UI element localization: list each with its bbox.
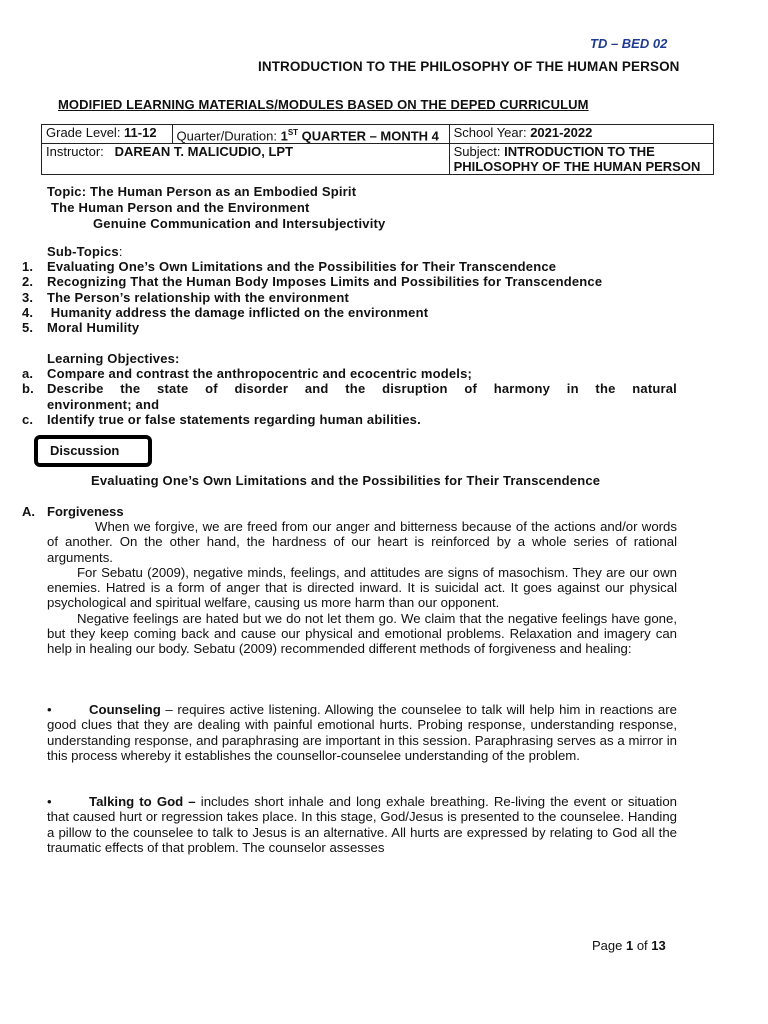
list-item	[22, 305, 682, 320]
method-term: Counseling	[89, 702, 161, 717]
instructor-label: Instructor:	[46, 144, 104, 160]
paragraph-3: Negative feelings are hated but we do not let them go. We claim that the negative feelings have gone, but they keep coming back and cause our physical and emotional problems. Relaxation and imagery can help in healing our body. Sebatu (2009) recommended different methods of forgiveness and healing:	[47, 610, 677, 657]
forgiveness-marker: A.	[22, 504, 35, 519]
list-marker: 5.	[22, 320, 34, 336]
objective-c	[22, 412, 677, 427]
objective-marker: b.	[22, 381, 34, 397]
subject-label: Subject:	[453, 144, 505, 160]
objective-b	[22, 381, 677, 396]
grade-level-cell	[42, 125, 173, 144]
forgiveness-title: Forgiveness	[47, 504, 124, 519]
method-term: Talking to God –	[89, 794, 196, 809]
method-talking-to-god	[47, 794, 677, 855]
forgiveness-heading	[22, 504, 124, 519]
list-item	[22, 259, 682, 274]
section-title: Evaluating One’s Own Limitations and the Possibilities for Their Transcendence	[91, 473, 601, 488]
list-marker: 2.	[22, 274, 34, 290]
instructor-value: DAREAN T. MALICUDIO, LPT	[114, 144, 294, 160]
grade-level-label: Grade Level:	[46, 125, 125, 140]
objective-text: environment; and	[47, 396, 160, 412]
method-text: – requires active listening. Allowing the counselee to talk will help him in reactions are good clues that they are dealing with painful emotional hurts. Probing response, understanding response, understanding response, and paraphrasing are important in this session. Paraphrasing serves as a mirror in this process whereby it establishes the counsellor-counselee understanding of the problem.	[47, 702, 677, 763]
subject-value-1: INTRODUCTION TO THE	[504, 144, 655, 160]
list-item	[22, 274, 682, 289]
subtopics-heading-colon: :	[118, 244, 123, 259]
list-marker: 1.	[22, 259, 34, 275]
module-title: MODIFIED LEARNING MATERIALS/MODULES BASED ON THE DEPED CURRICULUM	[58, 97, 589, 112]
objective-b-cont	[22, 397, 677, 412]
grade-level-value: 11-12	[124, 125, 157, 140]
bullet-mark: •	[47, 794, 52, 809]
quarter-label: Quarter/Duration:	[176, 128, 281, 144]
list-item	[22, 320, 682, 335]
instructor-cell	[42, 144, 450, 175]
quarter-cell	[172, 125, 449, 144]
list-text: Evaluating One’s Own Limitations and the Possibilities for Their Transcendence	[47, 259, 557, 275]
discussion-label: Discussion	[50, 443, 120, 458]
paragraph-1: When we forgive, we are freed from our anger and bitterness because of the actions and/or words of another. On the other hand, the hardness of our heart is reinforced by a whole series of rational arguments.	[47, 519, 677, 565]
list-item	[22, 290, 682, 305]
list-text: Moral Humility	[47, 320, 140, 336]
topic-line-3: Genuine Communication and Intersubjectivity	[93, 216, 386, 231]
page-label: Page	[592, 938, 626, 953]
quarter-sup: ST	[287, 128, 299, 137]
document-code: TD – BED 02	[590, 36, 668, 51]
method-counseling	[47, 702, 677, 763]
list-text: The Person’s relationship with the environment	[47, 289, 349, 305]
info-table	[41, 124, 714, 175]
subtopics-heading-text: Sub-Topics	[47, 244, 119, 259]
quarter-value-post: QUARTER – MONTH 4	[298, 128, 439, 144]
forgiveness-body	[47, 519, 677, 657]
subtopics-heading	[22, 244, 682, 259]
bullet-mark: •	[47, 702, 52, 717]
topic-line-2: The Human Person and the Environment	[51, 200, 310, 215]
objective-marker: a.	[22, 366, 34, 382]
objectives-list	[22, 351, 677, 427]
objective-text: Identify true or false statements regarding human abilities.	[47, 411, 421, 427]
list-marker: 4.	[22, 304, 34, 320]
objective-marker: c.	[22, 411, 34, 427]
objectives-heading: Learning Objectives:	[47, 351, 180, 366]
discussion-box	[34, 435, 152, 467]
topic-block	[47, 184, 385, 232]
course-title: INTRODUCTION TO THE PHILOSOPHY OF THE HUMAN PERSON	[258, 59, 680, 74]
school-year-cell	[449, 125, 713, 144]
paragraph-2: For Sebatu (2009), negative minds, feelings, and attitudes are signs of masochism. They are our own enemies. Hatred is a form of anger that is directed inward. It is suicidal act. It goes against our physical psychological and spiritual welfare, causing us more harm than our opponent.	[47, 564, 677, 611]
school-year-value: 2021-2022	[530, 125, 593, 140]
objective-text: Compare and contrast the anthropocentric and ecocentric models;	[47, 366, 473, 382]
topic-line-1: Topic: The Human Person as an Embodied Spirit	[47, 184, 357, 199]
page-of: of	[633, 938, 652, 953]
page-total: 13	[651, 938, 666, 953]
list-text: Humanity address the damage inflicted on the environment	[47, 304, 429, 320]
school-year-label: School Year:	[453, 125, 531, 140]
subject-value-2: PHILOSOPHY OF THE HUMAN PERSON	[453, 159, 701, 175]
method-text: includes short inhale and long exhale breathing. Re-living the event or situation that caused hurt or regression takes place. In this stage, God/Jesus is presented to the counselee. Handing a pillow to the counselee to talk to Jesus is an alternative. All hurts are expressed by relating to God all the traumatic effects of that problem. The counselor assesses	[47, 794, 677, 855]
objective-text: Describe the state of disorder and the disruption of harmony in the natural	[47, 381, 677, 397]
page-current: 1	[625, 938, 634, 953]
quarter-value-pre: 1	[280, 128, 288, 144]
subtopics-list	[22, 244, 682, 335]
subject-cell	[449, 144, 713, 175]
objective-a	[22, 366, 677, 381]
list-marker: 3.	[22, 289, 34, 305]
page-number	[592, 938, 666, 953]
list-text: Recognizing That the Human Body Imposes Limits and Possibilities for Transcendence	[47, 274, 603, 290]
